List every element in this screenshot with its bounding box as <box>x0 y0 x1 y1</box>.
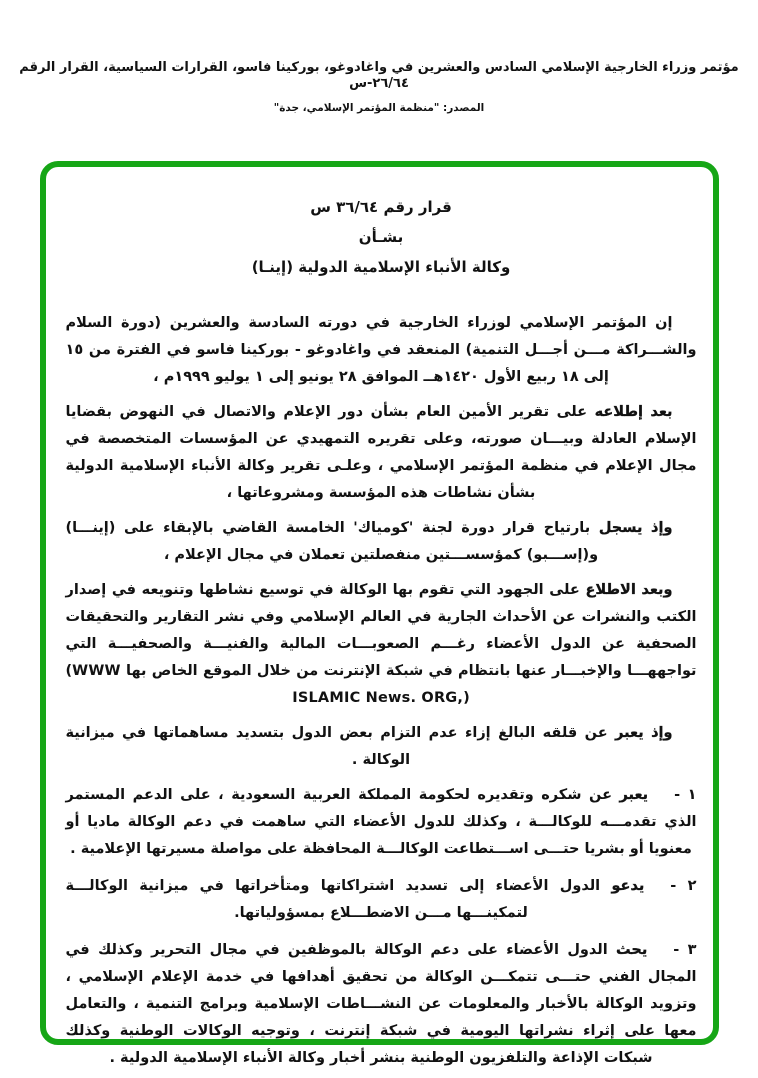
item-number: ١ - <box>674 787 697 803</box>
paragraph-lead: وإذ يعبر <box>615 725 673 741</box>
item-text: الدول الأعضاء إلى تسديد اشتراكاتها ومتأخراتها في ميزانية الوكالـــة لتمكينـــها مـــن الاضطـــلاع بمسؤولياتها. <box>65 878 612 921</box>
item-lead: يحث <box>616 942 648 958</box>
paragraph-text: على الجهود التي تقوم بها الوكالة في توسيع نشاطها وتنويعه في إصدار الكتب والنشرات عن الأحداث الجارية في العالم الإسلامي وفي نشر التقارير والتحقيقات الصحفية عن الدول الأعضاء رغـــم الصعوبـــات المالية والفنيـــة والصحفيـــة التي تواجههـــا والإخبـــار عنها بانتظام في شبكة الإنترنت من خلال الموقع الخاص بها <box>65 582 697 679</box>
paragraph-expressing-concern <box>66 720 697 774</box>
website-text: (WWW ISLAMIC News. ORG,) <box>65 663 470 706</box>
item-text: عن شكره وتقديره لحكومة المملكة العربية السعودية ، على الدعم المستمر الذي تقدمـــه للوكالـــة ، وكذلك للدول الأعضاء التي ساهمت في دعم الوكالة ماديا أو معنويا أو بشريا حتـــى اســـتطاعت الوكالـــة المحافظة على مواصلة مسيرتها الإعلامية . <box>65 787 697 857</box>
item-lead: يعبر <box>619 787 649 803</box>
title-subject: وكالة الأنباء الإسلامية الدولية (إينـا) <box>251 258 511 276</box>
paragraph-having-reviewed <box>66 399 697 507</box>
header-conference-title: مؤتمر وزراء الخارجية الإسلامي السادس والعشرين في واغادوغو، بوركينا فاسو، القرارات السياسية، القرار الرقم ٢٦/٦٤-س <box>19 60 739 91</box>
paragraph-text: بارتياح قرار دورة لجنة 'كومياك' الخامسة القاضي بالإبقاء على (إينـــا) و(إســـبو) كمؤسســـتين منفصلتين تعملان في مجال الإعلام ، <box>65 520 599 563</box>
list-item-1 <box>66 782 697 863</box>
paragraph-text: عن قلقه البالغ إزاء عدم التزام بعض الدول بتسديد مساهماتها في ميزانية الوكالة . <box>65 725 616 768</box>
paragraph-lead: وإذ يسجل <box>598 520 673 536</box>
list-item-2 <box>66 873 697 927</box>
list-item-3 <box>66 937 697 1072</box>
paragraph-lead: بعد إطلاعه <box>594 404 673 420</box>
resolution-number-title: قرار رقم ٣٦/٦٤ س <box>310 198 452 216</box>
title-regarding: بشـأن <box>358 228 404 246</box>
item-number: ٢ - <box>670 878 697 894</box>
header-source-line: المصدر: "منظمة المؤتمر الإسلامي، جدة" <box>273 102 485 114</box>
paragraph-preamble <box>66 310 697 391</box>
item-text: الدول الأعضاء على دعم الوكالة بالموظفين في مجال التحرير وكذلك في المجال الفني حتـــى تتمكـــن الوكالة من تحقيق أهدافها في خدمة الإعلام الإسلامي ، وتزويد الوكالة بالأخبار والمعلومات عن النشـــاطات الإسلامية وبرامج التنمية ، والتعامل معها على إثراء نشراتها اليومية في شبكة إنترنت ، وتوجيه الوكالات الوطنية وكذلك شبكات الإذاعة والتلفزيون الوطنية بنشر أخبار وكالة الأنباء الإسلامية الدولية . <box>65 942 697 1066</box>
paragraph-lead: وبعد الاطلاع <box>585 582 673 598</box>
paragraph-noting-with-satisfaction <box>66 515 697 569</box>
title-block <box>66 192 697 282</box>
item-lead: يدعو <box>611 878 645 894</box>
green-border-frame <box>40 161 719 1066</box>
paragraph-agency-efforts <box>66 577 697 712</box>
item-number: ٣ - <box>673 942 697 958</box>
resolution-body <box>46 167 713 1078</box>
document-header <box>0 0 758 115</box>
paragraph-text: على تقرير الأمين العام بشأن دور الإعلام والاتصال في النهوض بقضايا الإسلام العادلة وبيـــان صورته، وعلى تقريره التمهيدي عن المؤسسات المتخصصة في مجال الإعلام في منظمة المؤتمر الإسلامي ، وعلـى تقرير وكالة الأنباء الإسلامية الدولية بشأن نشاطات هذه المؤسسة ومشروعاتها ، <box>65 404 697 501</box>
paragraph-text: إن المؤتمر الإسلامي لوزراء الخارجية في دورته السادسة والعشرين (دورة السلام والشـــراكة مـــن أجـــل التنمية) المنعقد في واغادوغو - بوركينا فاسو في الفترة من ١٥ إلى ١٨ ربيع الأول ١٤٢٠هــ الموافق ٢٨ يونيو إلى ١ يوليو ١٩٩٩م ، <box>65 315 697 385</box>
